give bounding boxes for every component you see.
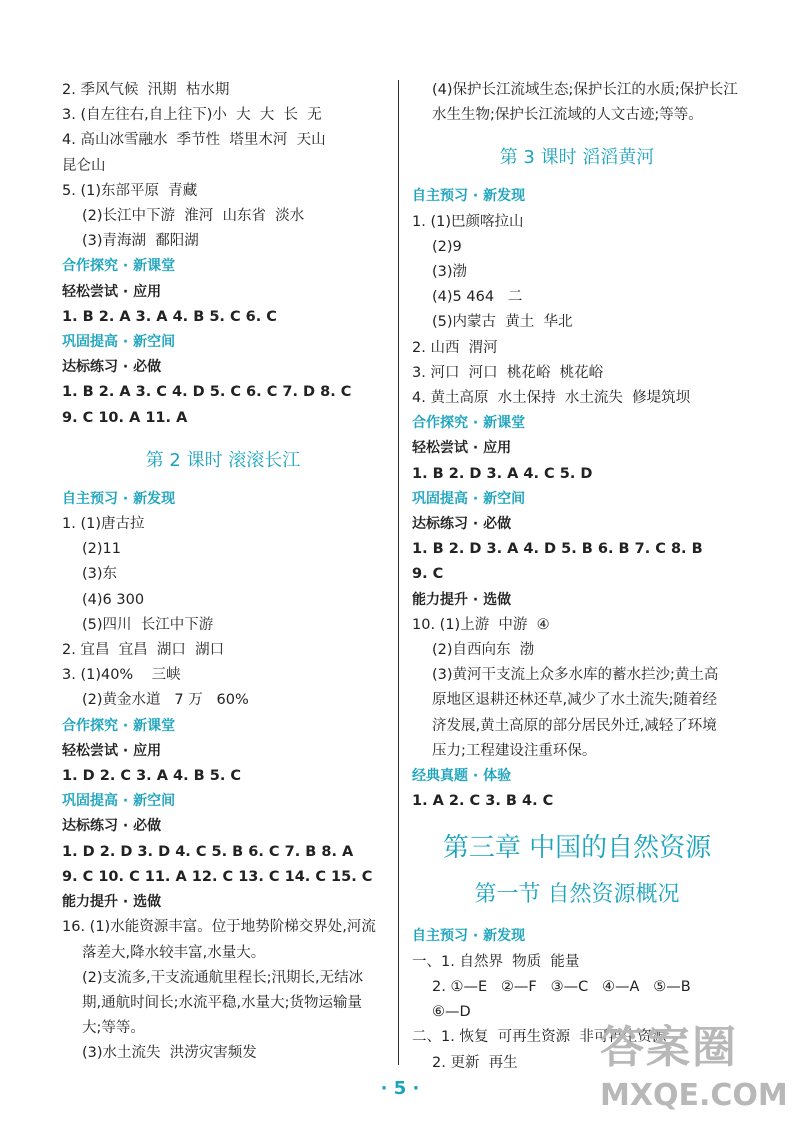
answer-line: 3. 河口 河口 桃花峪 桃花峪 [412, 364, 604, 381]
answer-line: (3)青海湖 鄱阳湖 [82, 233, 199, 250]
answer-line: (3)东 [82, 566, 118, 583]
answer-line: 二、1. 恢复 可再生资源 非可再生资源 [412, 1029, 667, 1046]
section-heading: 经典真题 · 体验 [412, 768, 512, 785]
answer-line: 压力;工程建设注重环保。 [432, 742, 597, 759]
left-column [62, 78, 384, 1067]
subsection-heading: 达标练习 · 必做 [412, 516, 512, 533]
answer-line: (4)6 300 [82, 591, 145, 608]
answer-line: 10. (1)上游 中游 ④ [412, 616, 550, 633]
answer-line: (2)9 [432, 238, 462, 255]
section-heading: 合作探究 · 新课堂 [62, 717, 176, 734]
answer-line: 2. 更新 再生 [432, 1054, 518, 1071]
choice-answers: 1. D 2. C 3. A 4. B 5. C [62, 768, 242, 785]
section-heading: 巩固提高 · 新空间 [412, 490, 526, 507]
lesson-title: 第 2 课时 滚滚长江 [145, 449, 301, 471]
answer-line: (5)四川 长江中下游 [82, 616, 214, 633]
choice-answers: 9. C 10. A 11. A [62, 409, 188, 426]
answer-line: 2. 季风气候 汛期 枯水期 [62, 82, 230, 98]
answer-line: (3)水土流失 洪涝灾害频发 [82, 1045, 257, 1062]
answer-line: 3. (1)40% 三峡 [62, 667, 181, 684]
answer-line: (2)支流多,干支流通航里程长;汛期长,无结冰 [82, 969, 364, 986]
subsection-heading: 达标练习 · 必做 [62, 818, 162, 835]
answer-line: (2)11 [82, 541, 121, 558]
answer-line: 落差大,降水较丰富,水量大。 [82, 944, 266, 961]
answer-line: 4. 黄土高原 水土保持 水土流失 修堤筑坝 [412, 390, 691, 407]
answer-line: 5. (1)东部平原 青藏 [62, 182, 198, 199]
subsection-heading: 轻松尝试 · 应用 [62, 283, 162, 300]
answer-line: (2)自西向东 渤 [432, 642, 535, 659]
answer-line: 原地区退耕还林还草,减少了水土流失;随着经 [432, 692, 717, 709]
watermark [600, 1020, 790, 1130]
lesson-title: 第 3 课时 滔滔黄河 [499, 147, 655, 169]
page-number: · 5 · [380, 1078, 420, 1099]
subsection-heading: 达标练习 · 必做 [62, 359, 162, 376]
answer-line: 2. 宜昌 宜昌 湖口 湖口 [62, 642, 225, 659]
choice-answers: 9. C 10. C 11. A 12. C 13. C 14. C 15. C [62, 868, 373, 885]
watermark-logo-text: 答案圈 [600, 1022, 738, 1073]
right-column [412, 78, 742, 1076]
answer-line: (4)5 464 二 [432, 289, 523, 306]
section-heading: 巩固提高 · 新空间 [62, 793, 176, 810]
answer-line: 16. (1)水能资源丰富。位于地势阶梯交界处,河流 [62, 919, 376, 936]
subsection-heading: 能力提升 · 选做 [62, 894, 162, 911]
answer-line: ⑥—D [432, 1004, 471, 1021]
answer-line: (2)黄金水道 7 万 60% [82, 692, 249, 709]
answer-line: (2)长江中下游 淮河 山东省 淡水 [82, 208, 305, 225]
answer-line: 一、1. 自然界 物质 能量 [412, 953, 580, 970]
answer-line: 1. (1)巴颜喀拉山 [412, 213, 524, 230]
subsection-heading: 轻松尝试 · 应用 [412, 440, 512, 457]
watermark-url: MXQE.COM [600, 1078, 788, 1113]
answer-line: 期,通航时间长;水流平稳,水量大;货物运输量 [82, 994, 362, 1011]
section-heading: 合作探究 · 新课堂 [412, 415, 526, 432]
choice-answers: 1. B 2. A 3. C 4. D 5. C 6. C 7. D 8. C [62, 384, 352, 401]
answer-line: 大;等等。 [82, 1020, 145, 1037]
choice-answers: 9. C [412, 566, 444, 583]
answer-line: 4. 高山冰雪融水 季节性 塔里木河 天山 [62, 132, 326, 149]
section-heading: 自主预习 · 新发现 [412, 928, 526, 945]
section-heading: 合作探究 · 新课堂 [62, 258, 176, 275]
answer-line: (4)保护长江流域生态;保护长江的水质;保护长江 [432, 82, 738, 98]
choice-answers: 1. B 2. A 3. A 4. B 5. C 6. C [62, 308, 277, 325]
choice-answers: 1. A 2. C 3. B 4. C [412, 793, 554, 810]
column-divider [398, 80, 399, 1065]
section-heading: 自主预习 · 新发现 [62, 490, 176, 507]
answer-line: 水生生物;保护长江流域的人文古迹;等等。 [432, 107, 703, 124]
subsection-heading: 能力提升 · 选做 [412, 591, 512, 608]
answer-line: 1. (1)唐古拉 [62, 516, 145, 533]
answer-line: (5)内蒙古 黄土 华北 [432, 314, 573, 331]
section-heading: 巩固提高 · 新空间 [62, 334, 176, 351]
answer-line: 3. (自左往右,自上往下)小 大 大 长 无 [62, 107, 322, 124]
answer-line: (3)渤 [432, 264, 468, 281]
section-title: 第一节 自然资源概况 [474, 882, 680, 908]
choice-answers: 1. D 2. D 3. D 4. C 5. B 6. C 7. B 8. A [62, 843, 354, 860]
choice-answers: 1. B 2. D 3. A 4. D 5. B 6. B 7. C 8. B [412, 541, 703, 558]
subsection-heading: 轻松尝试 · 应用 [62, 742, 162, 759]
answer-line: 2. 山西 渭河 [412, 339, 498, 356]
section-heading: 自主预习 · 新发现 [412, 188, 526, 205]
choice-answers: 1. B 2. D 3. A 4. C 5. D [412, 465, 593, 482]
answer-line: 济发展,黄土高原的部分居民外迁,减轻了环境 [432, 717, 717, 734]
answer-line: (3)黄河干支流上众多水库的蓄水拦沙;黄土高 [432, 667, 719, 684]
answer-line: 2. ①—E ②—F ③—C ④—A ⑤—B [432, 978, 691, 995]
chapter-title: 第三章 中国的自然资源 [442, 833, 712, 864]
answer-line: 昆仑山 [62, 157, 106, 174]
